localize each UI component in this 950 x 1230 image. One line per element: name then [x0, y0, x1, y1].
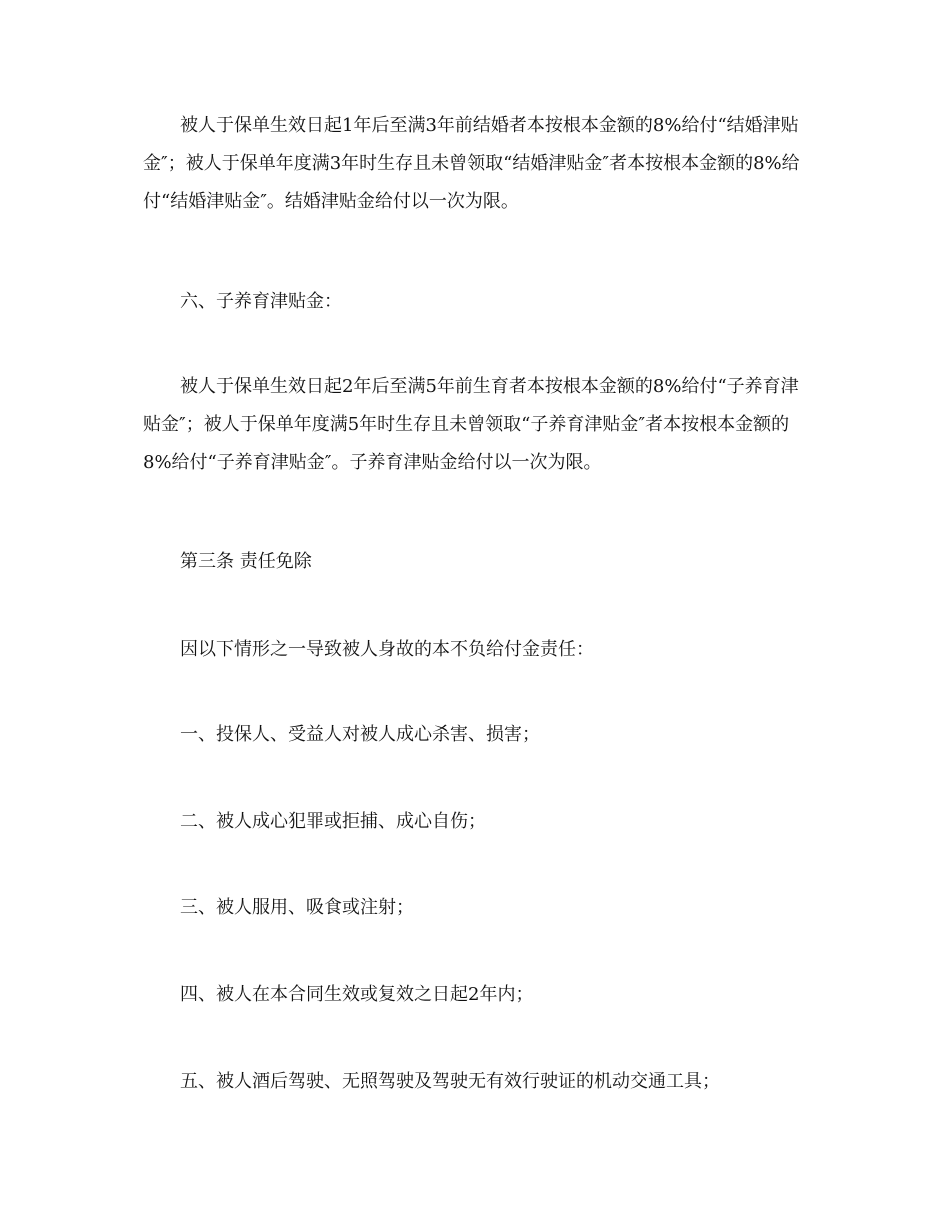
exclusion-item-1: 一、投保人、受益人对被人成心杀害、损害；	[180, 724, 540, 745]
exclusion-item-3: 三、被人服用、吸食或注射；	[180, 897, 414, 918]
heading-childcare-allowance: 六、子养育津贴金：	[180, 291, 342, 312]
paragraph-exclusions-intro: 因以下情形之一导致被人身故的本不负给付金责任：	[180, 639, 594, 660]
exclusion-item-2: 二、被人成心犯罪或拒捕、成心自伤；	[180, 811, 486, 832]
exclusion-item-5: 五、被人酒后驾驶、无照驾驶及驾驶无有效行驶证的机动交通工具；	[180, 1071, 720, 1092]
paragraph-marriage-allowance: 被人于保单生效日起1年后至满3年前结婚者本按根本金额的8%给付“结婚津贴金″；被人于保单年度满3年时生存且未曾领取“结婚津贴金″者本按根本金额的8%给付“结婚津贴金″。结婚津贴金给付以一次为限。	[143, 115, 800, 212]
heading-article-3-exclusions: 第三条 责任免除	[180, 551, 312, 572]
exclusion-item-4: 四、被人在本合同生效或复效之日起2年内；	[180, 984, 534, 1005]
paragraph-childcare-allowance: 被人于保单生效日起2年后至满5年前生育者本按根本金额的8%给付“子养育津贴金″；被人于保单年度满5年时生存且未曾领取“子养育津贴金″者本按根本金额的 8%给付“子养育津贴金″。子养育津贴金给付以一次为限。	[143, 376, 799, 473]
